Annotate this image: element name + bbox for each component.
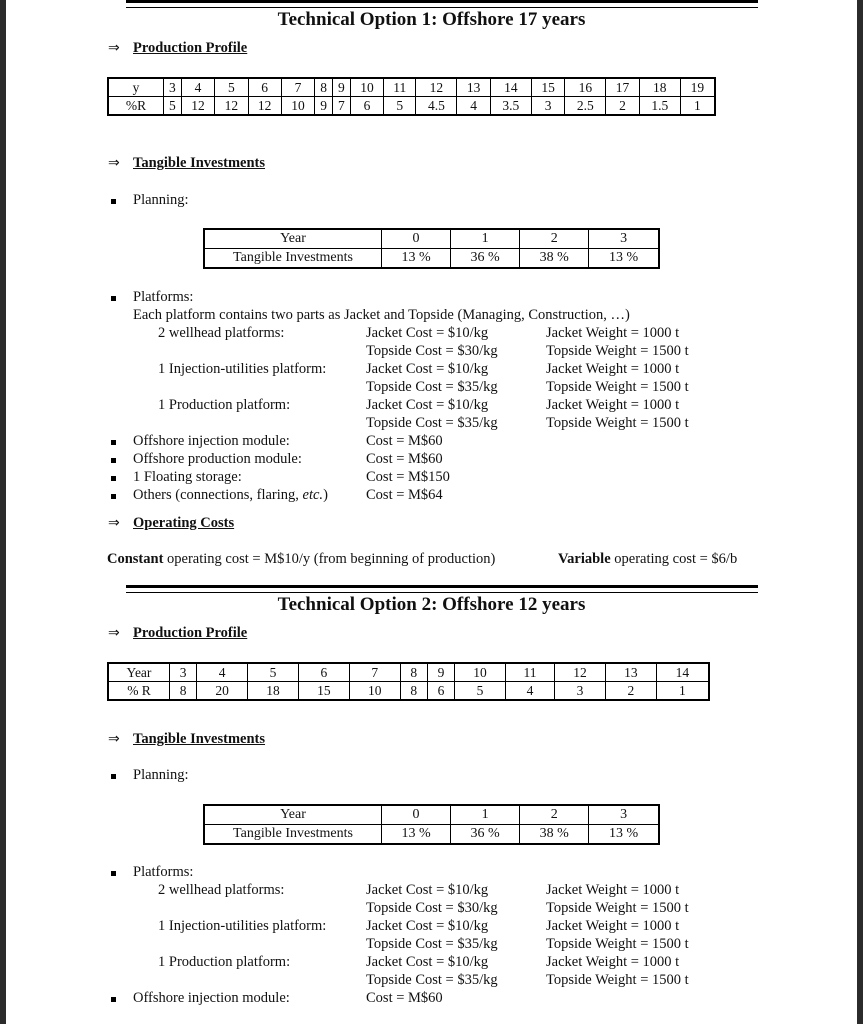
row-label: Year: [108, 663, 170, 682]
topside-cost: Topside Cost = $35/kg: [366, 379, 498, 395]
rate-cell: 1: [680, 97, 715, 116]
rate-cell: 12: [181, 97, 214, 116]
topside-cost: Topside Cost = $35/kg: [366, 972, 498, 988]
arrow-icon: ⇒: [108, 626, 120, 641]
year-cell: 1: [451, 805, 520, 825]
arrow-icon: ⇒: [108, 516, 120, 531]
rate-cell: 7: [333, 97, 351, 116]
rate-cell: 9: [315, 97, 333, 116]
rate-cell: 2.5: [565, 97, 606, 116]
topside-weight: Topside Weight = 1500 t: [546, 343, 689, 359]
top-rule: [126, 0, 758, 8]
rate-cell: 15: [298, 682, 349, 701]
arrow-icon: ⇒: [108, 156, 120, 171]
rate-cell: 3: [531, 97, 564, 116]
year-cell: 19: [680, 78, 715, 97]
topside-cost: Topside Cost = $30/kg: [366, 900, 498, 916]
year-cell: 6: [298, 663, 349, 682]
rate-cell: 10: [349, 682, 400, 701]
module-cost: Cost = M$60: [366, 433, 443, 449]
topside-weight: Topside Weight = 1500 t: [546, 936, 689, 952]
table-row: [204, 249, 659, 269]
table-row: [108, 682, 709, 701]
rate-cell: 10: [281, 97, 314, 116]
year-cell: 1: [451, 229, 520, 249]
year-cell: 3: [164, 78, 182, 97]
platform-name: 1 Production platform:: [158, 954, 291, 970]
value-cell: 13 %: [382, 249, 451, 269]
year-cell: 7: [349, 663, 400, 682]
rate-cell: 6: [350, 97, 383, 116]
module-cost: Cost = M$60: [366, 451, 443, 467]
module-name-close: ): [323, 487, 328, 503]
year-cell: 6: [248, 78, 281, 97]
jacket-cost: Jacket Cost = $10/kg: [366, 882, 489, 898]
arrow-icon: ⇒: [108, 41, 120, 56]
bullet-icon: [111, 494, 116, 499]
option2-platforms-label: Platforms:: [133, 864, 194, 880]
module-cost: Cost = M$64: [366, 487, 443, 503]
year-cell: 13: [605, 663, 656, 682]
table-row: [108, 663, 709, 682]
year-cell: 2: [520, 229, 589, 249]
option1-investments-heading: Tangible Investments: [133, 155, 266, 171]
year-cell: 3: [170, 663, 197, 682]
year-cell: 8: [315, 78, 333, 97]
topside-weight: Topside Weight = 1500 t: [546, 415, 689, 431]
rate-cell: 5: [455, 682, 506, 701]
constant-text: operating cost = M$10/y (from beginning of production): [163, 551, 496, 567]
year-cell: 9: [333, 78, 351, 97]
rate-cell: 4: [457, 97, 490, 116]
option1-investments-table: [203, 228, 660, 269]
jacket-cost: Jacket Cost = $10/kg: [366, 918, 489, 934]
rate-cell: 20: [197, 682, 248, 701]
bullet-icon: [111, 440, 116, 445]
module-name-italic: etc.: [302, 487, 324, 503]
topside-cost: Topside Cost = $35/kg: [366, 415, 498, 431]
row-label: Year: [204, 229, 382, 249]
rate-cell: 6: [427, 682, 454, 701]
jacket-cost: Jacket Cost = $10/kg: [366, 954, 489, 970]
year-cell: 14: [490, 78, 531, 97]
platform-name: 1 Injection-utilities platform:: [158, 918, 327, 934]
year-cell: 13: [457, 78, 490, 97]
bullet-icon: [111, 296, 116, 301]
year-cell: 9: [427, 663, 454, 682]
module-name: Offshore injection module:: [133, 990, 290, 1006]
option2-production-table: [107, 662, 710, 701]
jacket-weight: Jacket Weight = 1000 t: [546, 882, 680, 898]
option1-production-table: [107, 77, 716, 116]
year-cell: 17: [606, 78, 639, 97]
value-cell: 38 %: [520, 825, 589, 845]
platform-name: 2 wellhead platforms:: [158, 882, 285, 898]
bullet-icon: [111, 997, 116, 1002]
jacket-cost: Jacket Cost = $10/kg: [366, 397, 489, 413]
year-cell: 4: [197, 663, 248, 682]
year-cell: 12: [555, 663, 606, 682]
option1-platforms-label: Platforms:: [133, 289, 194, 305]
option1-title: Technical Option 1: Offshore 17 years: [277, 9, 586, 30]
rate-cell: 12: [215, 97, 248, 116]
jacket-cost: Jacket Cost = $10/kg: [366, 325, 489, 341]
value-cell: 38 %: [520, 249, 589, 269]
option2-title: Technical Option 2: Offshore 12 years: [277, 594, 586, 615]
variable-operating-cost: [558, 551, 737, 568]
table-row: [108, 97, 715, 116]
value-cell: 13 %: [589, 249, 659, 269]
option1-production-heading: Production Profile: [133, 40, 248, 56]
year-cell: 11: [384, 78, 416, 97]
platform-name: 1 Injection-utilities platform:: [158, 361, 327, 377]
module-name-text: Others (connections, flaring,: [133, 487, 303, 503]
value-cell: 13 %: [382, 825, 451, 845]
right-border: [857, 0, 863, 1024]
year-cell: 10: [350, 78, 383, 97]
year-cell: 18: [639, 78, 680, 97]
bullet-icon: [111, 774, 116, 779]
rate-cell: 4: [505, 682, 554, 701]
option1-operating-heading: Operating Costs: [133, 515, 235, 531]
year-cell: 5: [215, 78, 248, 97]
table-row: [204, 229, 659, 249]
rate-cell: 18: [248, 682, 299, 701]
year-cell: 2: [520, 805, 589, 825]
topside-cost: Topside Cost = $35/kg: [366, 936, 498, 952]
year-cell: 14: [656, 663, 709, 682]
year-cell: 7: [281, 78, 314, 97]
option2-investments-heading: Tangible Investments: [133, 731, 266, 747]
rate-cell: 1.5: [639, 97, 680, 116]
year-cell: 10: [455, 663, 506, 682]
jacket-weight: Jacket Weight = 1000 t: [546, 954, 680, 970]
table-row: [204, 825, 659, 845]
year-cell: 0: [382, 805, 451, 825]
rate-cell: 3: [555, 682, 606, 701]
value-cell: 36 %: [451, 825, 520, 845]
bullet-icon: [111, 199, 116, 204]
jacket-weight: Jacket Weight = 1000 t: [546, 361, 680, 377]
row-label: Tangible Investments: [204, 249, 382, 269]
constant-operating-cost: [107, 551, 495, 568]
constant-label: Constant: [107, 551, 164, 567]
bullet-icon: [111, 458, 116, 463]
year-cell: 0: [382, 229, 451, 249]
rate-cell: 8: [170, 682, 197, 701]
bullet-icon: [111, 476, 116, 481]
module-cost: Cost = M$60: [366, 990, 443, 1006]
option1-platforms-note: Each platform contains two parts as Jacket and Topside (Managing, Construction, …): [133, 307, 630, 323]
topside-weight: Topside Weight = 1500 t: [546, 972, 689, 988]
module-name: [133, 487, 328, 504]
year-cell: 5: [248, 663, 299, 682]
module-name: Offshore injection module:: [133, 433, 290, 449]
section-rule: [126, 585, 758, 593]
topside-weight: Topside Weight = 1500 t: [546, 379, 689, 395]
rate-cell: 12: [248, 97, 281, 116]
option2-planning-label: Planning:: [133, 767, 189, 783]
option2-production-heading: Production Profile: [133, 625, 248, 641]
module-name: Offshore production module:: [133, 451, 302, 467]
jacket-weight: Jacket Weight = 1000 t: [546, 325, 680, 341]
module-cost: Cost = M$150: [366, 469, 450, 485]
jacket-cost: Jacket Cost = $10/kg: [366, 361, 489, 377]
rate-cell: 2: [605, 682, 656, 701]
year-cell: 12: [416, 78, 457, 97]
bullet-icon: [111, 871, 116, 876]
year-cell: 4: [181, 78, 214, 97]
rate-cell: 5: [384, 97, 416, 116]
platform-name: 2 wellhead platforms:: [158, 325, 285, 341]
rate-cell: 4.5: [416, 97, 457, 116]
rate-cell: 1: [656, 682, 709, 701]
year-cell: 16: [565, 78, 606, 97]
row-label: y: [108, 78, 164, 97]
left-border: [0, 0, 6, 1024]
rate-cell: 5: [164, 97, 182, 116]
year-cell: 11: [505, 663, 554, 682]
table-row: [108, 78, 715, 97]
row-label: %R: [108, 97, 164, 116]
year-cell: 8: [400, 663, 427, 682]
jacket-weight: Jacket Weight = 1000 t: [546, 918, 680, 934]
module-name: 1 Floating storage:: [133, 469, 242, 485]
jacket-weight: Jacket Weight = 1000 t: [546, 397, 680, 413]
year-cell: 15: [531, 78, 564, 97]
table-row: [204, 805, 659, 825]
value-cell: 36 %: [451, 249, 520, 269]
arrow-icon: ⇒: [108, 732, 120, 747]
topside-weight: Topside Weight = 1500 t: [546, 900, 689, 916]
platform-name: 1 Production platform:: [158, 397, 291, 413]
option1-planning-label: Planning:: [133, 192, 189, 208]
value-cell: 13 %: [589, 825, 659, 845]
year-cell: 3: [589, 229, 659, 249]
variable-text: operating cost = $6/b: [610, 551, 738, 567]
row-label: % R: [108, 682, 170, 701]
row-label: Year: [204, 805, 382, 825]
option2-investments-table: [203, 804, 660, 845]
topside-cost: Topside Cost = $30/kg: [366, 343, 498, 359]
rate-cell: 3.5: [490, 97, 531, 116]
variable-label: Variable: [558, 551, 611, 567]
rate-cell: 8: [400, 682, 427, 701]
row-label: Tangible Investments: [204, 825, 382, 845]
year-cell: 3: [589, 805, 659, 825]
rate-cell: 2: [606, 97, 639, 116]
